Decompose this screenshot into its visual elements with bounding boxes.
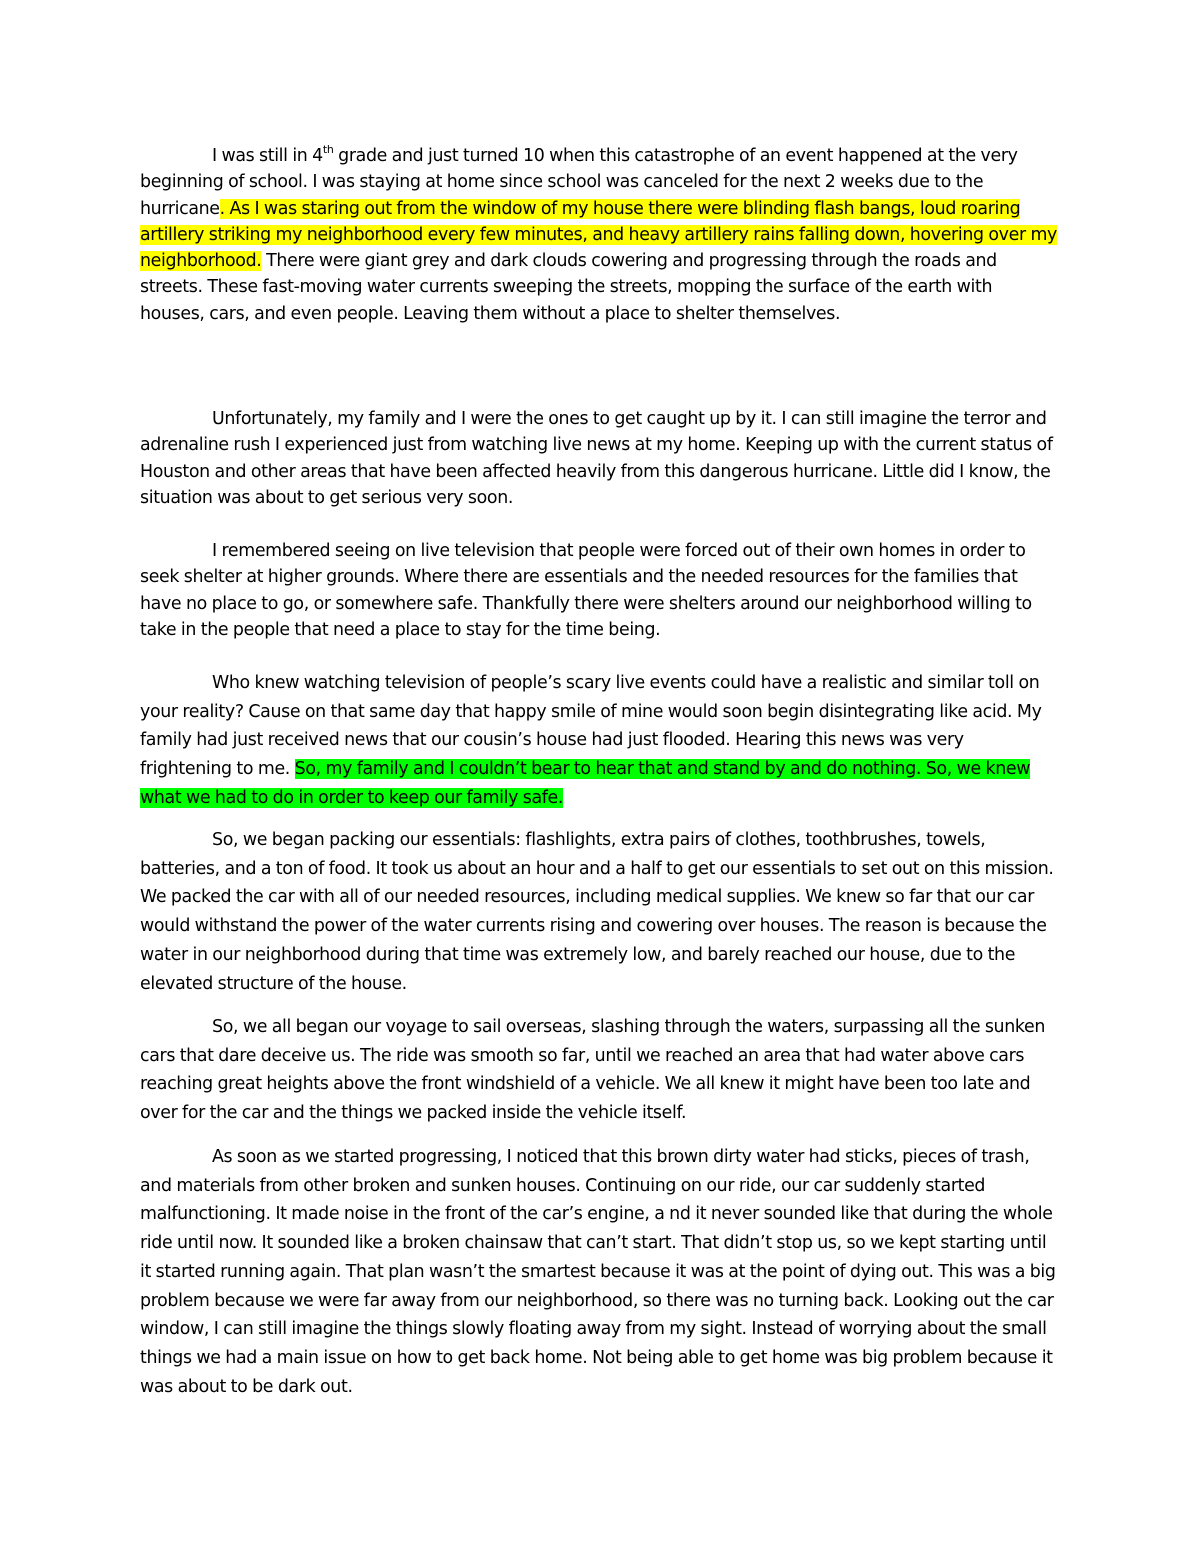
paragraph-5: [140, 826, 1060, 998]
paragraph-1-text-end: There were giant grey and dark clouds cowering and progressing through the roads and streets. These fast-moving water currents sweeping the streets, mopping the surface of the earth with houses, cars, and even people. Leaving them without a place to shelter themselves.: [140, 251, 997, 324]
ordinal-superscript: th: [322, 143, 334, 157]
paragraph-1: [140, 143, 1060, 327]
paragraph-1-text-intro: grade and just turned 10 when this catastrophe of an event happened at the very beginning of school. I was staying at home since school was canceled for the next 2 weeks due to the hurricane: [140, 146, 1018, 219]
paragraph-5-text: So, we began packing our essentials: flashlights, extra pairs of clothes, toothbrushes, towels, batteries, and a ton of food. It took us about an hour and a half to get our essentials to set out on this mission. We packed the car with all of our needed resources, including medical supplies. We knew so far that our car would withstand the power of the water currents rising and cowering over houses. The reason is because the water in our neighborhood during that time was extremely low, and barely reached our house, due to the elevated structure of the house.: [140, 830, 1054, 994]
paragraph-3-text: I remembered seeing on live television that people were forced out of their own homes in order to seek shelter at higher grounds. Where there are essentials and the needed resources for the families that have no place to go, or somewhere safe. Thankfully there were shelters around our neighborhood willing to take in the people that need a place to stay for the time being.: [140, 541, 1032, 640]
paragraph-6: [140, 1013, 1060, 1128]
paragraph-3: [140, 538, 1060, 643]
paragraph-4-text: Who knew watching television of people’s scary live events could have a realistic and similar toll on your reality? Cause on that same day that happy smile of mine would soon begin disintegrating like acid. My family had just received news that our cousin’s house had just flooded. Hearing this news was very frightening to me.: [140, 673, 1042, 780]
paragraph-2: [140, 406, 1060, 511]
paragraph-7: [140, 1143, 1060, 1401]
paragraph-6-text: So, we all began our voyage to sail overseas, slashing through the waters, surpassing all the sunken cars that dare deceive us. The ride was smooth so far, until we reached an area that had water above cars reaching great heights above the front windshield of a vehicle. We all knew it might have been too late and over for the car and the things we packed inside the vehicle itself.: [140, 1017, 1046, 1124]
green-highlighted-text: So, my family and I couldn’t bear to hear that and stand by and do nothing. So, we knew what we had to do in order to keep our family safe.: [140, 759, 1031, 808]
paragraph-4: [140, 669, 1060, 813]
paragraph-1-text-start: I was still in 4: [212, 146, 323, 166]
yellow-highlighted-text: . As I was staring out from the window of my house there were blinding flash bangs, loud roaring artillery striking my neighborhood every few minutes, and heavy artillery rains falling down, hovering over my neighborhood.: [140, 198, 1057, 272]
paragraph-7-text: As soon as we started progressing, I noticed that this brown dirty water had sticks, pieces of trash, and materials from other broken and sunken houses. Continuing on our ride, our car suddenly started malfunctioning. It made noise in the front of the car’s engine, a nd it never sounded like that during the whole ride until now. It sounded like a broken chainsaw that can’t start. That didn’t stop us, so we kept starting until it started running again. That plan wasn’t the smartest because it was at the point of dying out. This was a big problem because we were far away from our neighborhood, so there was no turning back. Looking out the car window, I can still imagine the things slowly floating away from my sight. Instead of worrying about the small things we had a main issue on how to get back home. Not being able to get home was big problem because it was about to be dark out.: [140, 1147, 1056, 1397]
paragraph-2-text: Unfortunately, my family and I were the ones to get caught up by it. I can still imagine the terror and adrenaline rush I experienced just from watching live news at my home. Keeping up with the current status of Houston and other areas that have been affected heavily from this dangerous hurricane. Little did I know, the situation was about to get serious very soon.: [140, 409, 1053, 508]
